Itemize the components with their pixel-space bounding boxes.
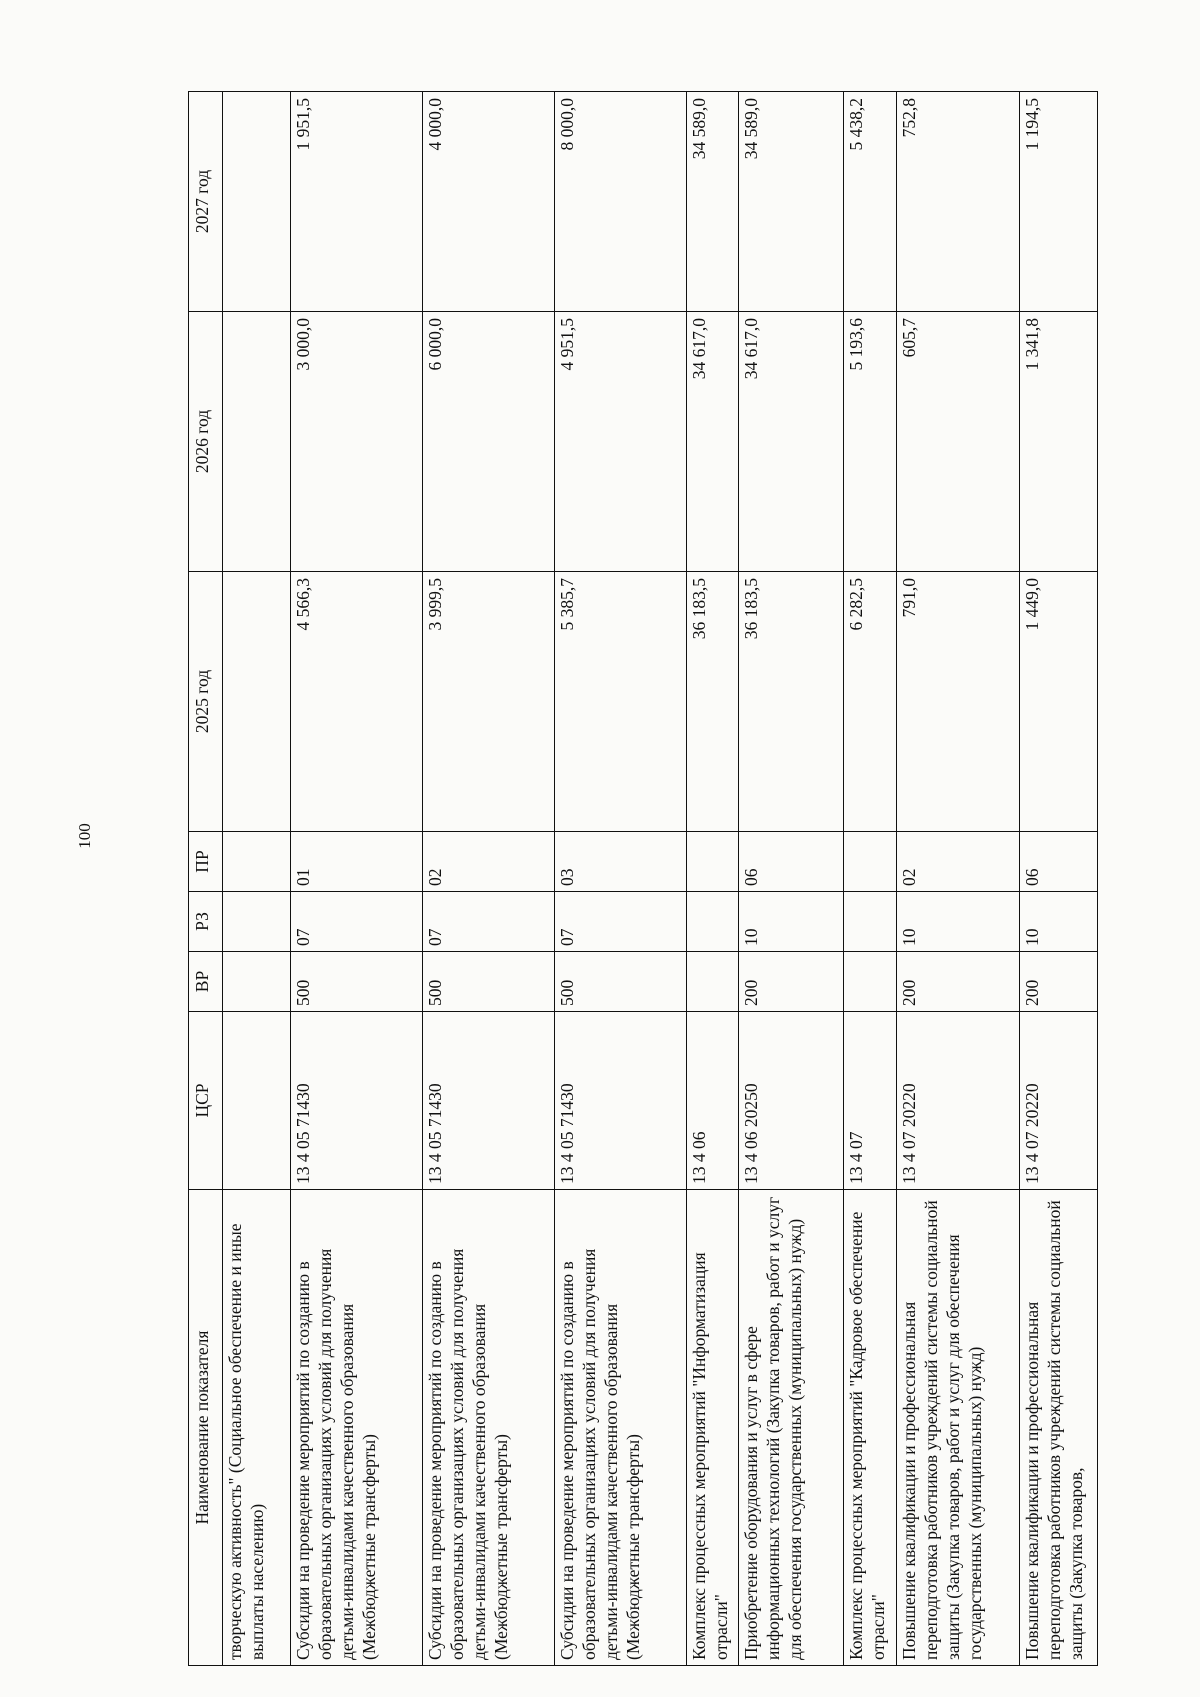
cell-2027: 1 951,5 — [291, 92, 423, 312]
header-vr: ВР — [189, 952, 223, 1012]
cell-csr: 13 4 05 71430 — [555, 1012, 687, 1190]
table-row — [897, 92, 1020, 1666]
cell-2027: 4 000,0 — [423, 92, 555, 312]
cell-name: Субсидии на проведение мероприятий по созданию в образовательных организациях условий для получения детьми-инвалидами качественного образования (Межбюджетные трансферты) — [423, 1190, 555, 1666]
cell-rz — [687, 892, 739, 952]
cell-csr: 13 4 06 20250 — [739, 1012, 844, 1190]
cell-2027: 34 589,0 — [687, 92, 739, 312]
cell-2026: 6 000,0 — [423, 312, 555, 572]
cell-2027: 1 194,5 — [1020, 92, 1098, 312]
cell-csr: 13 4 05 71430 — [423, 1012, 555, 1190]
cell-vr: 200 — [1020, 952, 1098, 1012]
cell-name: Субсидии на проведение мероприятий по созданию в образовательных организациях условий для получения детьми-инвалидами качественного образования (Межбюджетные трансферты) — [555, 1190, 687, 1666]
cell-vr: 200 — [897, 952, 1020, 1012]
header-pr: ПР — [189, 832, 223, 892]
table-row — [291, 92, 423, 1666]
cell-2027: 5 438,2 — [844, 92, 897, 312]
table-row — [739, 92, 844, 1666]
cell-2025 — [223, 572, 291, 832]
table-row — [223, 92, 291, 1666]
cell-rz: 07 — [423, 892, 555, 952]
cell-2027 — [223, 92, 291, 312]
cell-vr: 200 — [739, 952, 844, 1012]
header-rz: РЗ — [189, 892, 223, 952]
cell-2026: 5 193,6 — [844, 312, 897, 572]
cell-2026: 3 000,0 — [291, 312, 423, 572]
table-body — [223, 92, 1098, 1666]
header-2026: 2026 год — [189, 312, 223, 572]
table-row — [687, 92, 739, 1666]
table-row — [555, 92, 687, 1666]
cell-csr: 13 4 07 20220 — [1020, 1012, 1098, 1190]
cell-name: Комплекс процессных мероприятий "Кадровое обеспечение отрасли" — [844, 1190, 897, 1666]
cell-pr: 03 — [555, 832, 687, 892]
budget-table-rotated — [188, 92, 1093, 1666]
cell-name: Повышение квалификации и профессиональная переподготовка работников учреждений системы социальной защиты (Закупка товаров, работ и услуг для обеспечения государственных (муниципальных) нужд) — [897, 1190, 1020, 1666]
cell-2025: 36 183,5 — [739, 572, 844, 832]
cell-name: Повышение квалификации и профессиональная переподготовка работников учреждений системы социальной защиты (Закупка товаров, — [1020, 1190, 1098, 1666]
cell-2027: 8 000,0 — [555, 92, 687, 312]
cell-2027: 34 589,0 — [739, 92, 844, 312]
cell-vr — [687, 952, 739, 1012]
cell-csr: 13 4 07 — [844, 1012, 897, 1190]
cell-pr — [844, 832, 897, 892]
header-2027: 2027 год — [189, 92, 223, 312]
table-row — [844, 92, 897, 1666]
header-row — [189, 92, 223, 1666]
cell-2026: 34 617,0 — [687, 312, 739, 572]
cell-pr — [223, 832, 291, 892]
cell-rz: 10 — [739, 892, 844, 952]
cell-csr: 13 4 05 71430 — [291, 1012, 423, 1190]
table-row — [423, 92, 555, 1666]
cell-name: Комплекс процессных мероприятий "Информатизация отрасли" — [687, 1190, 739, 1666]
cell-2025: 3 999,5 — [423, 572, 555, 832]
cell-2025: 4 566,3 — [291, 572, 423, 832]
cell-pr: 06 — [739, 832, 844, 892]
cell-2026: 34 617,0 — [739, 312, 844, 572]
cell-rz — [223, 892, 291, 952]
page-number: 100 — [75, 823, 94, 849]
cell-name: творческую активность" (Социальное обеспечение и иные выплаты населению) — [223, 1190, 291, 1666]
cell-csr — [223, 1012, 291, 1190]
cell-rz: 10 — [897, 892, 1020, 952]
cell-pr — [687, 832, 739, 892]
cell-pr: 01 — [291, 832, 423, 892]
table-row — [1020, 92, 1098, 1666]
cell-2026: 605,7 — [897, 312, 1020, 572]
budget-table — [188, 91, 1098, 1666]
header-csr: ЦСР — [189, 1012, 223, 1190]
cell-2025: 36 183,5 — [687, 572, 739, 832]
cell-2025: 1 449,0 — [1020, 572, 1098, 832]
cell-pr: 02 — [897, 832, 1020, 892]
cell-2026: 1 341,8 — [1020, 312, 1098, 572]
cell-2025: 5 385,7 — [555, 572, 687, 832]
cell-vr — [844, 952, 897, 1012]
cell-name: Приобретение оборудования и услуг в сфере информационных технологий (Закупка товаров, работ и услуг для обеспечения государственных (муниципальных) нужд) — [739, 1190, 844, 1666]
cell-2026 — [223, 312, 291, 572]
cell-rz: 07 — [291, 892, 423, 952]
header-name: Наименование показателя — [189, 1190, 223, 1666]
cell-pr: 06 — [1020, 832, 1098, 892]
cell-rz — [844, 892, 897, 952]
cell-vr: 500 — [423, 952, 555, 1012]
cell-vr: 500 — [555, 952, 687, 1012]
table-header — [189, 92, 223, 1666]
cell-rz: 10 — [1020, 892, 1098, 952]
cell-rz: 07 — [555, 892, 687, 952]
cell-vr — [223, 952, 291, 1012]
cell-2025: 791,0 — [897, 572, 1020, 832]
cell-2025: 6 282,5 — [844, 572, 897, 832]
cell-name: Субсидии на проведение мероприятий по созданию в образовательных организациях условий для получения детьми-инвалидами качественного образования (Межбюджетные трансферты) — [291, 1190, 423, 1666]
cell-2027: 752,8 — [897, 92, 1020, 312]
cell-2026: 4 951,5 — [555, 312, 687, 572]
cell-csr: 13 4 07 20220 — [897, 1012, 1020, 1190]
cell-vr: 500 — [291, 952, 423, 1012]
cell-csr: 13 4 06 — [687, 1012, 739, 1190]
cell-pr: 02 — [423, 832, 555, 892]
header-2025: 2025 год — [189, 572, 223, 832]
